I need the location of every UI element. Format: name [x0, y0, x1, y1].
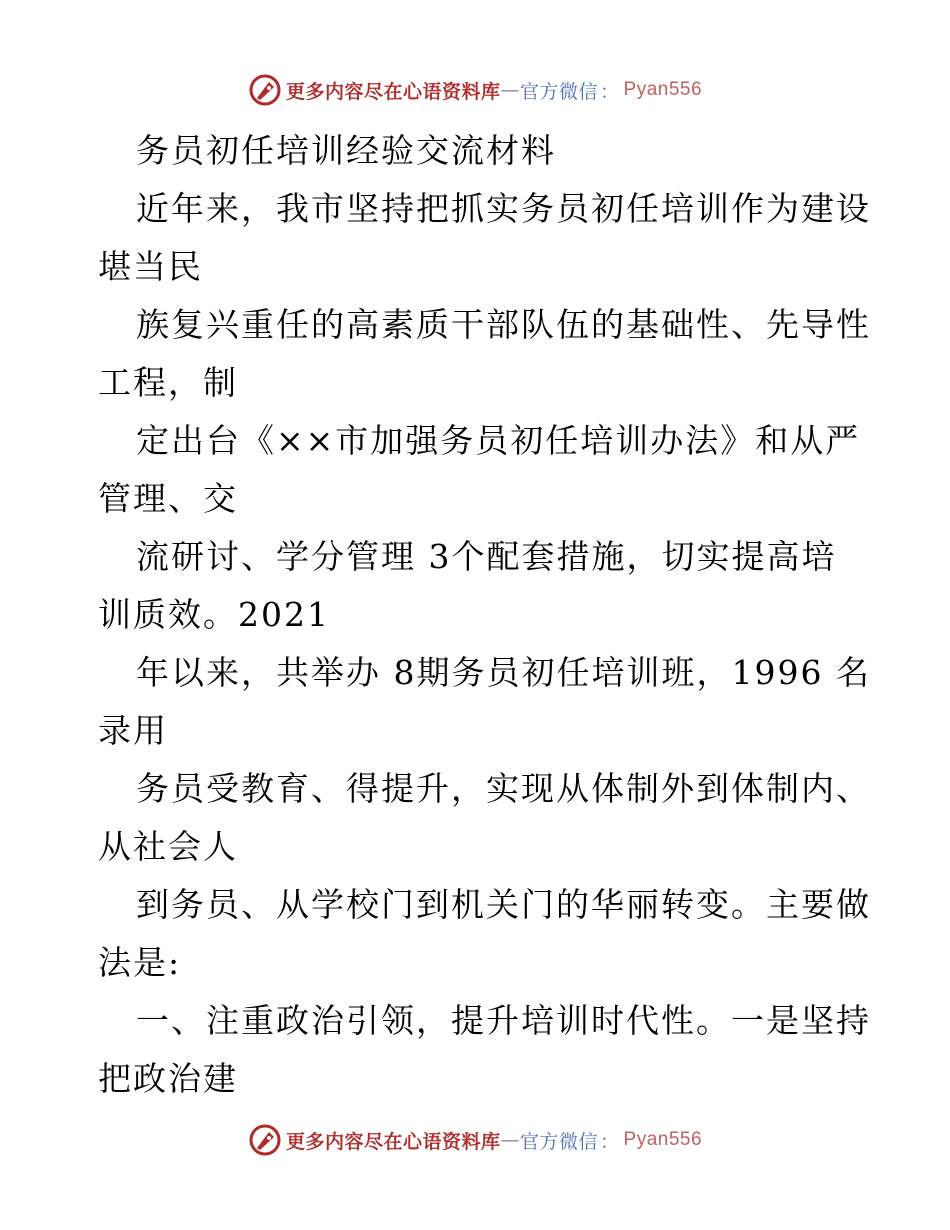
footer-watermark: [0, 1120, 950, 1160]
pen-nib-logo-icon: [248, 73, 282, 107]
watermark-wechat-id: Pyan556: [623, 1129, 703, 1150]
watermark-brand: 更多内容尽在心语资料库: [285, 1130, 501, 1153]
watermark-wechat-id: Pyan556: [623, 79, 703, 100]
watermark-separator: —: [500, 1129, 520, 1151]
watermark-colon: ：: [600, 80, 620, 103]
document-body: [98, 122, 871, 1108]
watermark-wechat-label: 官方微信: [519, 1130, 598, 1153]
text-line: 到务员、从学校门到机关门的华丽转变。主要做: [136, 885, 871, 924]
text-line: 工程，制: [98, 363, 238, 402]
text-line: 从社会人: [98, 827, 238, 866]
watermark-separator: —: [500, 79, 520, 101]
text-line: 训质效。2021: [98, 595, 330, 634]
text-line: 管理、交: [98, 479, 238, 518]
text-line: 定出台《××市加强务员初任培训办法》和从严: [136, 421, 861, 460]
text-line: 族复兴重任的高素质干部队伍的基础性、先导性: [136, 305, 871, 344]
watermark-brand: 更多内容尽在心语资料库: [285, 80, 501, 103]
pen-nib-logo-icon: [248, 1123, 282, 1157]
text-line: 务员受教育、得提升，实现从体制外到体制内、: [136, 769, 871, 808]
header-watermark: [0, 70, 950, 110]
document-title: 务员初任培训经验交流材料: [136, 131, 556, 170]
text-line: 录用: [98, 711, 168, 750]
text-line: 年以来，共举办 8期务员初任培训班，1996 名: [136, 653, 871, 692]
text-line: 法是:: [98, 943, 182, 982]
text-line: 近年来，我市坚持把抓实务员初任培训作为建设: [136, 189, 871, 228]
section-heading-line: 一、注重政治引领，提升培训时代性。一是坚持: [136, 1001, 871, 1040]
text-line: 堪当民: [98, 247, 203, 286]
watermark-colon: ：: [600, 1130, 620, 1153]
watermark-wechat-label: 官方微信: [519, 80, 598, 103]
text-line: 把政治建: [98, 1059, 238, 1098]
text-line: 流研讨、学分管理 3个配套措施，切实提高培: [136, 537, 837, 576]
